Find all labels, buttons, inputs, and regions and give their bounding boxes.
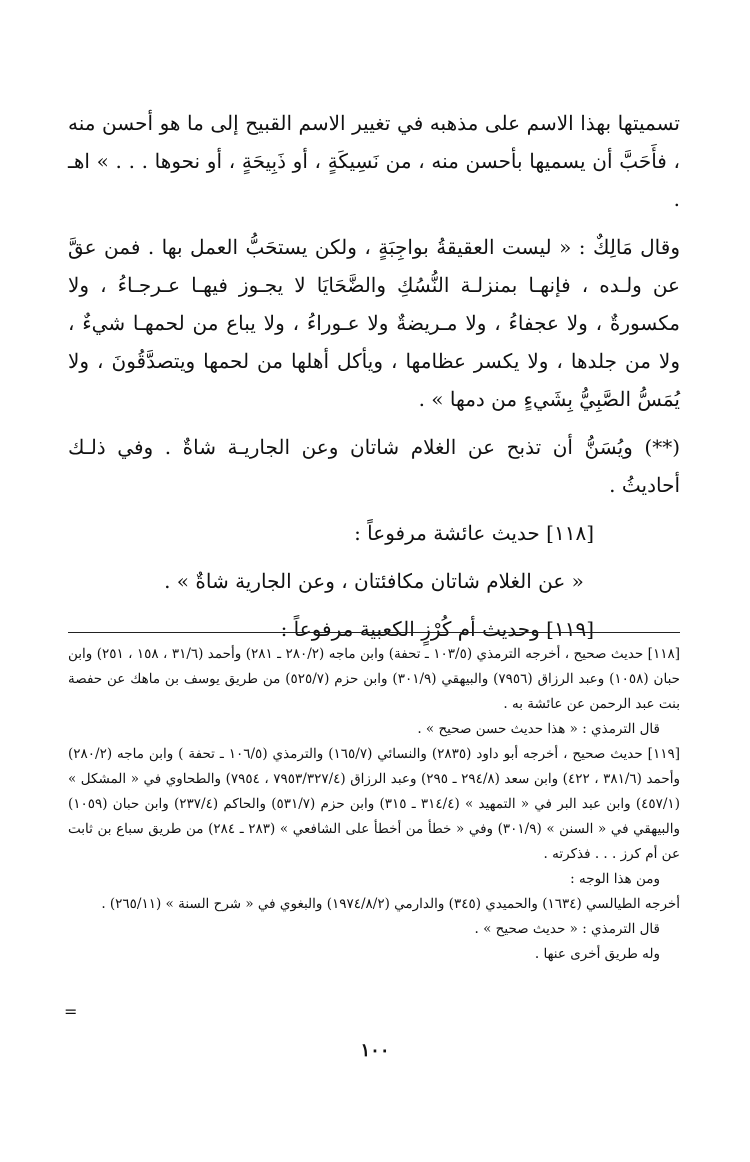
paragraph-name-preference: تسميتها بهذا الاسم على مذهبه في تغيير الاسم القبيح إلى ما هو أحسن منه ، فأَحَبَّ أن يسميها بأحسن منه ، من نَسِيكَةٍ ، أو ذَبِيحَةٍ ، أو نحوها . . . » اهـ .	[68, 111, 680, 211]
main-text	[68, 104, 680, 648]
page-number: ١٠٠	[360, 1040, 390, 1061]
paragraph-sunnah-two-sheep: (**) ويُسَنُّ أن تذبح عن الغلام شاتان وعن الجاريـة شاةٌ . وفي ذلـك أحاديثُ .	[68, 435, 680, 497]
footnote-118-tirmidhi: قال الترمذي : « هذا حديث حسن صحيح » .	[417, 721, 660, 737]
footnote-119-tirmidhi: قال الترمذي : « حديث صحيح » .	[474, 921, 660, 937]
paragraph-malik-quote: وقال مَالِكٌ : « ليست العقيقةُ بواجِبَةٍ ، ولكن يستحَبُّ العمل بها . فمن عقَّ عن ولـده ، فإنهـا بمنزلـة النُّسُكِ والضَّحَايَا لا يجـوز فيهـا عـرجـاءُ ، ولا مكسورةٌ ، ولا عجفاءُ ، ولا مـريضةٌ ولا عـوراءُ ، ولا يباع من لحمهـا شيءٌ ، ولا من جلدها ، ولا يكسر عظامها ، ويأكل أهلها من لحمها ويتصدَّقُونَ ، ولا يُمَسُّ الصَّبِيُّ بِشَيءٍ من دمها » .	[68, 235, 680, 411]
footnote-divider	[68, 632, 680, 633]
footnote-119-other-route: وله طريق أخرى عنها .	[534, 946, 660, 962]
footnote-119: [١١٩] حديث صحيح ، أخرجه أبو داود (٢٨٣٥) والنسائي (١٦٥/٧) والترمذي (١٠٦/٥ ـ تحفة ) وابن ماجه (٢٨٠/٢) وأحمد (٣٨١/٦ ، ٤٢٢) وابن سعد (٢٩٤/٨ ـ ٢٩٥) وعبد الرزاق (٧٩٥٣/٣٢٧/٤ ، ٧٩٥٤) والطحاوي في « المشكل » (٤٥٧/١) وابن عبد البر في « التمهيد » (٣١٤/٤ ـ ٣١٥) وابن حزم (٥٣١/٧) والحاكم (٢٣٧/٤) وابن حبان (١٠٥٩) والبيهقي في « السنن » (٣٠١/٩) وفي « خطأ من أخطأ على الشافعي » (٢٨٣ ـ ٢٨٤) من طريق سباع بن ثابت عن أم كرز . . . فذكرته .	[68, 746, 680, 862]
hadith-118-heading: [١١٨] حديث عائشة مرفوعاً :	[354, 521, 594, 545]
continuation-mark: =	[64, 1002, 78, 1021]
footnotes	[68, 642, 680, 967]
footnote-118: [١١٨] حديث صحيح ، أخرجه الترمذي (١٠٣/٥ ـ تحفة) وابن ماجه (٢٨٠/٢ ـ ٢٨١) وأحمد (٣١/٦ ، ١٥٨ ، ٢٥١) وابن حبان (١٠٥٨) وعبد الرزاق (٧٩٥٦) والبيهقي (٣٠١/٩) وابن حزم (٥٢٥/٧) من طريق يوسف بن ماهك عن حفصة بنت عبد الرحمن عن عائشة به .	[68, 646, 680, 712]
footnote-119-same-route: ومن هذا الوجه :	[570, 871, 660, 887]
hadith-118-text: « عن الغلام شاتان مكافئتان ، وعن الجارية شاةٌ » .	[164, 569, 584, 593]
footnote-119-other-sources: أخرجه الطيالسي (١٦٣٤) والحميدي (٣٤٥) والدارمي (١٩٧٤/٨/٢) والبغوي في « شرح السنة » (٢٦٥/١١) .	[101, 896, 680, 912]
hadith-119-heading: [١١٩] وحديث أم كُرْزٍ الكعبية مرفوعاً :	[280, 617, 594, 641]
